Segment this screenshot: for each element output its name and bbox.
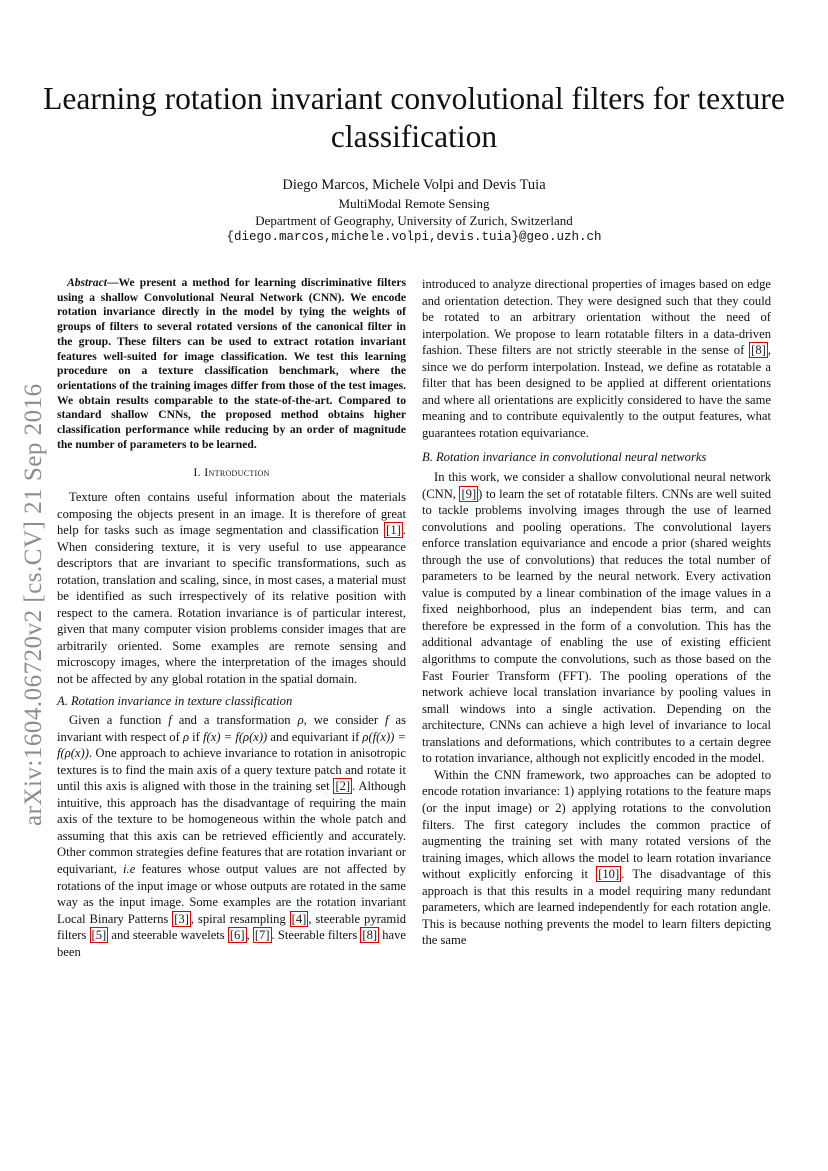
subsection-heading-b: B. Rotation invariance in convolutional neural networks [422, 450, 707, 465]
paper-title: Learning rotation invariant convolutional filters for texture classification [43, 81, 785, 154]
citation-link[interactable]: [9] [461, 486, 477, 501]
abstract-label: Abstract [67, 276, 107, 289]
section-heading-introduction: I. Introduction [193, 465, 270, 480]
citation-link[interactable]: [7] [254, 928, 270, 943]
citation-link[interactable]: [5] [91, 928, 107, 943]
left-column [57, 276, 406, 960]
steerable-paragraph: introduced to analyze directional properties of images based on edge and orientation detection. They were designed such that they could be rotated to an arbitrary orientation without the need of interpolation. We propose to learn rotatable filters in a data-driven fashion. These filters are not strictly steerable in the sense of [8] , since we do perform interpolation. Instead, we define as rotatable a filter that has been designed to be applied at different orientations and where all orientations are explicitly considered to have the same meaning and to contribute equivalently to the output features, what guarantees rotation equivariance. [422, 277, 771, 440]
citation-link[interactable]: [10] [598, 867, 620, 882]
arxiv-identifier: arXiv:1604.06720v2 [cs.CV] 21 Sep 2016 [20, 383, 47, 827]
right-column [422, 276, 771, 949]
citation-link[interactable]: [8] [362, 928, 378, 943]
equation-equivariance: ρ(f(x)) = f(ρ(x)) [57, 729, 406, 761]
subsection-heading-a: A. Rotation invariance in texture classification [57, 693, 293, 708]
citation-link[interactable]: [6] [229, 928, 245, 943]
affiliation-department: Department of Geography, University of Zurich, Switzerland [255, 213, 573, 228]
abstract-text: —We present a method for learning discriminative filters using a shallow Convolutional Neural Network (CNN). We encode rotation invariance directly in the model by tying the weights of groups of filters to several rotated versions of the canonical filter in the group. These filters can be used to extract rotation invariant features well-suited for image classification. We test this learning procedure on a texture classification benchmark, where the orientations of the training images differ from those of the test images. We obtain results comparable to the state-of-the-art. Compared to standard shallow CNNs, the proposed method obtains higher classification performance while reducing by an order of magnitude the number of parameters to be learned. [57, 276, 406, 451]
approaches-paragraph: Within the CNN framework, two approaches can be adopted to encode rotation invariance: 1) applying rotations to the feature maps (or the input image) or 2) applying rotations to the convolution filters. The first category includes the common practice of augmenting the training set with many rotated versions of the training images, which allows the model to learn rotation invariance without explicitly enforcing it [10] . The disadvantage of this approach is that this results in a model requiring many redundant parameters, which are learned independently for each rotation angle. This is because nothing prevents the model to learn filters depicting the same [422, 767, 771, 948]
author-emails: {diego.marcos,michele.volpi,devis.tuia}@geo.uzh.ch [226, 230, 602, 244]
citation-link[interactable]: [1] [386, 523, 401, 538]
intro-paragraph: Texture often contains useful information about the materials composing the objects present in an image. It is therefore of great help for tasks such as image segmentation and classification [1] . When considering texture, it is very useful to use appearance descriptors that are invariant to specific transformations, such as rotation, translation and scaling, since, in most cases, a material must be identified as such irrespectively of its relative position with respect to the camera. Rotation invariance is of particular interest, given that many computer vision problems consider images that are arbitrarily oriented. Some examples are remote sensing and microscopy images, where the interpretation of the images should not be affected by any global rotation in the spatial domain. [57, 489, 406, 686]
citation-link[interactable]: [4] [291, 911, 307, 926]
cnn-paragraph: In this work, we consider a shallow convolutional neural network (CNN, [9] ) to learn the set of rotatable filters. CNNs are well suited to tackle problems involving images through the use of learned convolutions and pooling operations. The convolutional layers enforce translation equivariance and encode a prior (shared weights through the use of convolutions) that reduces the total number of parameters to be learned by the neural network. Every activation value is computed by a linear combination of the image values in a fixed neighborhood, plus an independent bias term, and can therefore be expressed in the form of a convolution. This has the additional advantage of enabling the use of existing efficient algorithms to compute the convolutions, such as those based on the Fast Fourier Transform (FFT). The pooling operations of the network achieve local translation invariance by pooling values in small windows into a single activation. Depending on the architecture, CNNs can achieve a high level of invariance to local translations and deformations, which contributes to a certain degree to rotation invariance, although not explicitly encoded in the model. [422, 470, 771, 766]
citation-link[interactable]: [3] [174, 911, 189, 926]
affiliation-lab: MultiModal Remote Sensing [338, 196, 490, 211]
citation-link[interactable]: [2] [335, 779, 351, 794]
citation-link[interactable]: [8] [751, 343, 766, 358]
author-list: Diego Marcos, Michele Volpi and Devis Tuia [282, 177, 546, 193]
affiliation-block [40, 195, 788, 246]
abstract [57, 276, 406, 452]
subsection-a-paragraph: Given a function f and a transformation ρ, we consider f as invariant with respect of ρ if f(x) = f(ρ(x)) and equivariant if ρ(f(x)) = f(ρ(x)). One approach to achieve invariance to rotation in anisotropic textures is to find the main axis of a query texture patch and rotate it until this axis is aligned with those in the training set [2] . Although intuitive, this approach has the disadvantage of requiring the main axis of the texture to be homogeneous within the whole patch and assuming that this axis can be retrieved efficiently and accurately. Other common strategies define features that are rotation invariant or equivariant, i.e features whose output values are not affected by rotations of the input image or whose outputs are rotated in the same way as the input image. Some examples are the rotation invariant Local Binary Patterns [3] , spiral resampling [4] , steerable pyramid filters [5] and steerable wavelets [6] , [7] . Steerable filters [8] have been [57, 713, 407, 959]
equation-invariance: f(x) = f(ρ(x)) [203, 729, 268, 744]
